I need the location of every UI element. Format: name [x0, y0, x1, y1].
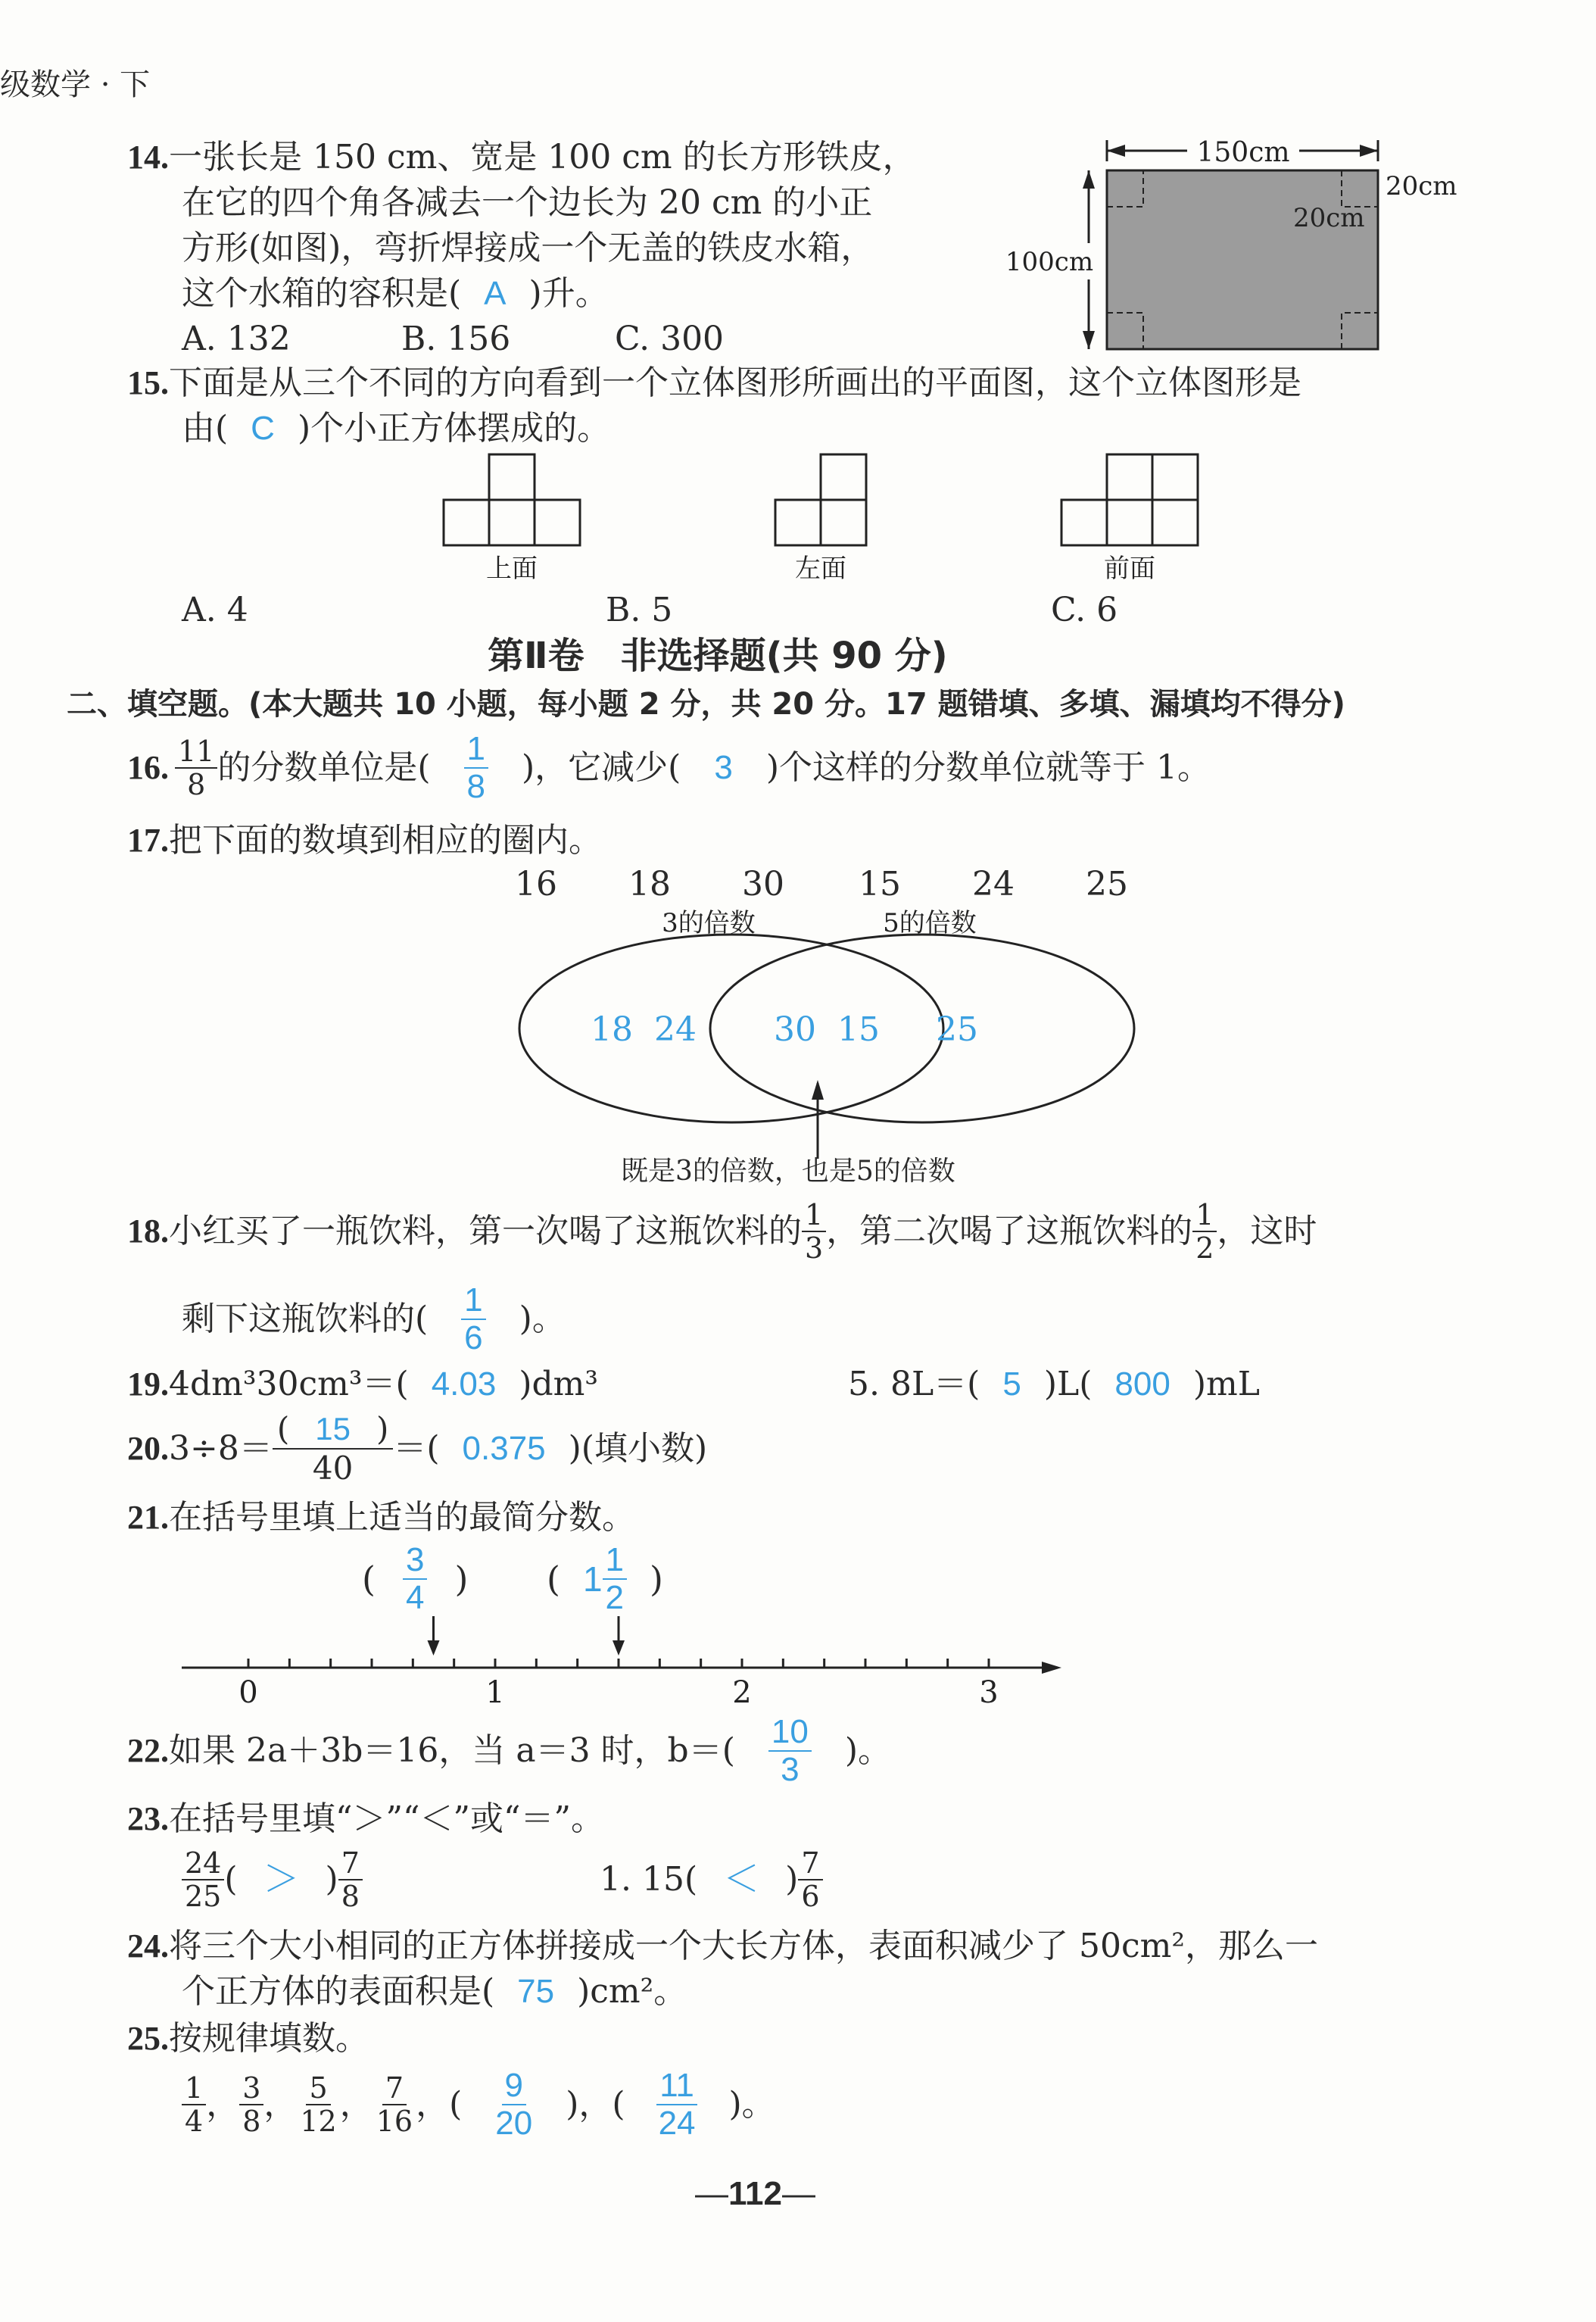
running-title: 级数学 · 下 [0, 67, 151, 102]
q15-option-c: C. 6 [1051, 591, 1118, 629]
denominator: 8 [242, 2105, 261, 2138]
q23-part-b: 1. 15( ＜ ) $\frac{7}{6}$ [600, 1842, 823, 1918]
q23-part-a: $\frac{24}{25}$ ( ＞ ) $\frac{7}{8}$ [182, 1842, 363, 1918]
q18-text4: 剩下这瓶饮料的( [182, 1300, 429, 1338]
q19-b-text: 5. 8L＝( [848, 1365, 980, 1403]
q16-answer-count: 3 [714, 749, 733, 786]
q24-line2: 个正方体的表面积是( [182, 1972, 495, 2011]
numerator: 7 [382, 2074, 407, 2105]
q15-line2-end: )个小正方体摆成的。 [297, 409, 611, 448]
q19-a-unit: )dm³ [519, 1365, 599, 1403]
q23-b-text: 1. 15( [600, 1860, 698, 1899]
numerator: 3 [239, 2074, 263, 2105]
denominator: 8 [466, 768, 486, 805]
q23-answer-b: ＜ [723, 1859, 760, 1899]
q22-post: )。 [844, 1731, 892, 1770]
number-15: 15 [859, 865, 901, 904]
q18-text5: )。 [519, 1300, 566, 1338]
numerator: 11 [656, 2069, 697, 2105]
numerator: 7 [338, 1849, 363, 1880]
intersection-values: 30 15 [774, 1010, 880, 1049]
q14-option-c: C. 300 [615, 320, 725, 358]
q19-a-text: 4dm³30cm³＝( [169, 1365, 409, 1403]
numerator: 5 [306, 2074, 330, 2105]
right-only-values: 25 [936, 1010, 978, 1049]
denominator: 25 [185, 1880, 222, 1913]
q16-text3: )个这样的分数单位就等于 1。 [765, 748, 1211, 787]
q14-line4: 这个水箱的容积是( [182, 274, 462, 313]
numerator: 3 [403, 1543, 427, 1580]
left-view [775, 454, 866, 545]
part-title: 第Ⅱ卷 非选择题(共 90 分) [488, 635, 948, 677]
q15-line1: 下面是从三个不同的方向看到一个立体图形所画出的平面图，这个立体图形是 [169, 364, 1301, 402]
q20-answer-numerator: 15 [315, 1411, 351, 1447]
question-number: 21. [127, 1499, 169, 1536]
pointer-arrow-head [613, 1640, 625, 1656]
corner-label-outer: 20cm [1386, 171, 1457, 201]
three-views [439, 448, 1211, 600]
q23-answer-a: ＞ [263, 1859, 300, 1899]
denominator: 6 [801, 1880, 820, 1913]
page-number: —112— [695, 2175, 815, 2212]
question-20 [127, 1407, 707, 1490]
pointer-arrow [812, 1080, 824, 1100]
question-16 [127, 730, 1211, 806]
left-only-values: 18 24 [591, 1010, 697, 1049]
fraction-one-half [1192, 1198, 1217, 1265]
left-set-label: 3的倍数 [662, 908, 756, 938]
denominator: 20 [495, 2105, 533, 2142]
q18-text3: ，这时 [1217, 1212, 1317, 1250]
q24-line1: 将三个大小相同的正方体拼接成一个大长方体，表面积减少了 50cm²，那么一 [169, 1927, 1318, 1965]
paren-close: ) [376, 1410, 389, 1447]
fraction-one-third [802, 1198, 826, 1265]
paren-open: ( [276, 1410, 290, 1447]
q20-text: 3÷8＝ [169, 1429, 273, 1468]
number-18: 18 [628, 865, 671, 904]
q23-text: 在括号里填“＞”“＜”或“＝”。 [169, 1799, 604, 1838]
denominator: 24 [658, 2105, 696, 2142]
numerator: 24 [182, 1849, 224, 1880]
question-number: 24. [127, 1927, 169, 1965]
question-number: 23. [127, 1800, 169, 1837]
numerator: 9 [502, 2069, 526, 2105]
q21-answer-2: ( 1 $\frac{1}{2}$ ) [547, 1541, 663, 1616]
number-25: 25 [1086, 865, 1128, 904]
pointer-arrow-head [428, 1640, 440, 1656]
q15-option-a: A. 4 [182, 591, 248, 629]
metal-sheet [1107, 170, 1378, 349]
venn-caption: 既是3的倍数，也是5的倍数 [621, 1156, 955, 1187]
numerator: 1 [464, 732, 488, 769]
question-number: 15. [127, 364, 169, 401]
fraction [175, 737, 217, 799]
denominator: 12 [300, 2105, 337, 2138]
view-label-left: 左面 [795, 554, 846, 584]
question-number: 16. [127, 749, 169, 786]
front-view [1061, 454, 1198, 545]
corner-label-inner: 20cm [1293, 203, 1365, 233]
denominator: 16 [376, 2105, 413, 2138]
q21-text: 在括号里填上适当的最简分数。 [169, 1498, 635, 1537]
q25-answer-1 [492, 2069, 535, 2140]
numerator: 1 [182, 2074, 206, 2105]
number-line [174, 1606, 1083, 1719]
tick-label: 2 [732, 1675, 752, 1710]
q15-answer: C [251, 410, 275, 447]
q20-post: )(填小数) [568, 1429, 708, 1468]
denominator: 6 [464, 1319, 483, 1356]
q15-option-b: B. 5 [606, 591, 673, 629]
q18-answer [461, 1281, 485, 1356]
q18-text2: ，第二次喝了这瓶饮料的 [826, 1212, 1193, 1250]
tick-label: 3 [979, 1675, 999, 1710]
tick-label: 1 [485, 1675, 505, 1710]
sheet-diagram [992, 125, 1484, 360]
denominator: 3 [781, 1751, 800, 1788]
question-number: 19. [127, 1365, 169, 1403]
q16-text2: )，它减少( [522, 748, 681, 787]
q16-text1: 的分数单位是( [217, 748, 431, 787]
q20-mid: ＝( [393, 1429, 440, 1468]
view-label-top: 上面 [486, 554, 538, 584]
denominator: 3 [805, 1231, 824, 1265]
denominator: 2 [605, 1579, 625, 1616]
numerator: 10 [768, 1715, 812, 1752]
q22-answer [768, 1715, 812, 1787]
q20-answer-decimal: 0.375 [462, 1430, 546, 1467]
denominator: 40 [312, 1450, 354, 1487]
q14-line3: 方形(如图)，弯折焊接成一个无盖的铁皮水箱， [182, 229, 874, 267]
q14-line1: 一张长是 150 cm、宽是 100 cm 的长方形铁皮， [169, 138, 916, 176]
q19-b-answer-ml: 800 [1114, 1365, 1171, 1403]
q19-b-answer-l: 5 [1002, 1365, 1021, 1403]
q14-option-b: B. 156 [401, 320, 511, 358]
q24-unit: )cm²。 [577, 1972, 687, 2011]
denominator: 8 [187, 768, 206, 801]
q19-a-answer: 4.03 [431, 1365, 497, 1403]
q14-answer: A [484, 275, 507, 312]
denominator: 4 [185, 2105, 204, 2138]
tick-label: 0 [238, 1675, 258, 1710]
q24-answer: 75 [517, 1973, 555, 2010]
width-label: 150cm [1196, 137, 1290, 168]
question-22 [127, 1713, 891, 1789]
section-title: 二、填空题。(本大题共 10 小题，每小题 2 分，共 20 分。17 题错填、多填、漏填均不得分) [67, 687, 1345, 722]
number-30: 30 [742, 865, 784, 904]
q16-answer-unit [464, 732, 488, 804]
q25-answer-2 [656, 2069, 699, 2140]
view-label-front: 前面 [1104, 554, 1155, 584]
q17-text: 把下面的数填到相应的圈内。 [169, 821, 602, 860]
question-number: 20. [127, 1430, 169, 1467]
numerator: 7 [798, 1849, 822, 1880]
venn-diagram [492, 901, 1158, 1189]
numerator: 11 [175, 737, 217, 769]
whole-part: 1 [582, 1559, 603, 1599]
numerator: 1 [802, 1200, 826, 1232]
number-16: 16 [515, 865, 557, 904]
right-set-label: 5的倍数 [883, 908, 977, 938]
question-number: 18. [127, 1212, 169, 1250]
left-circle [519, 935, 943, 1122]
numerator: 1 [603, 1543, 627, 1580]
question-number: 14. [127, 139, 169, 176]
q22-text: 如果 2a＋3b＝16，当 a＝3 时，b＝( [169, 1731, 735, 1770]
q20-fraction [273, 1410, 394, 1487]
question-number: 22. [127, 1732, 169, 1769]
q14-line2: 在它的四个角各减去一个边长为 20 cm 的小正 [182, 183, 873, 222]
q25-text: 按规律填数。 [169, 2019, 369, 2058]
denominator: 2 [1195, 1231, 1214, 1265]
top-view [444, 454, 580, 545]
q19-b-unit: )mL [1192, 1365, 1260, 1403]
numerator: 1 [461, 1284, 485, 1320]
q14-line4-end: )升。 [528, 274, 609, 313]
q15-line2: 由( [182, 409, 229, 448]
q18-text1: 小红买了一瓶饮料，第一次喝了这瓶饮料的 [169, 1212, 802, 1250]
height-label: 100cm [1005, 247, 1094, 277]
question-number: 17. [127, 822, 169, 859]
denominator: 4 [405, 1579, 425, 1616]
q25-sequence: $\frac{1}{4}$ ， $\frac{3}{8}$ ， $\frac{5}{12}$ ， $\frac{7}{16}$ ，( $\frac{9}{20}$ )，( $\frac{11}{24}$ )。 [182, 2063, 775, 2146]
number-24: 24 [972, 865, 1015, 904]
question-number: 25. [127, 2020, 169, 2057]
numerator: 1 [1192, 1200, 1217, 1232]
page-number-value: 112 [728, 2175, 782, 2212]
q19-b-mid: )L( [1043, 1365, 1093, 1403]
q21-answer-1: ( $\frac{3}{4}$ ) [362, 1541, 469, 1616]
q14-option-a: A. 132 [182, 320, 291, 358]
denominator: 8 [341, 1880, 360, 1913]
